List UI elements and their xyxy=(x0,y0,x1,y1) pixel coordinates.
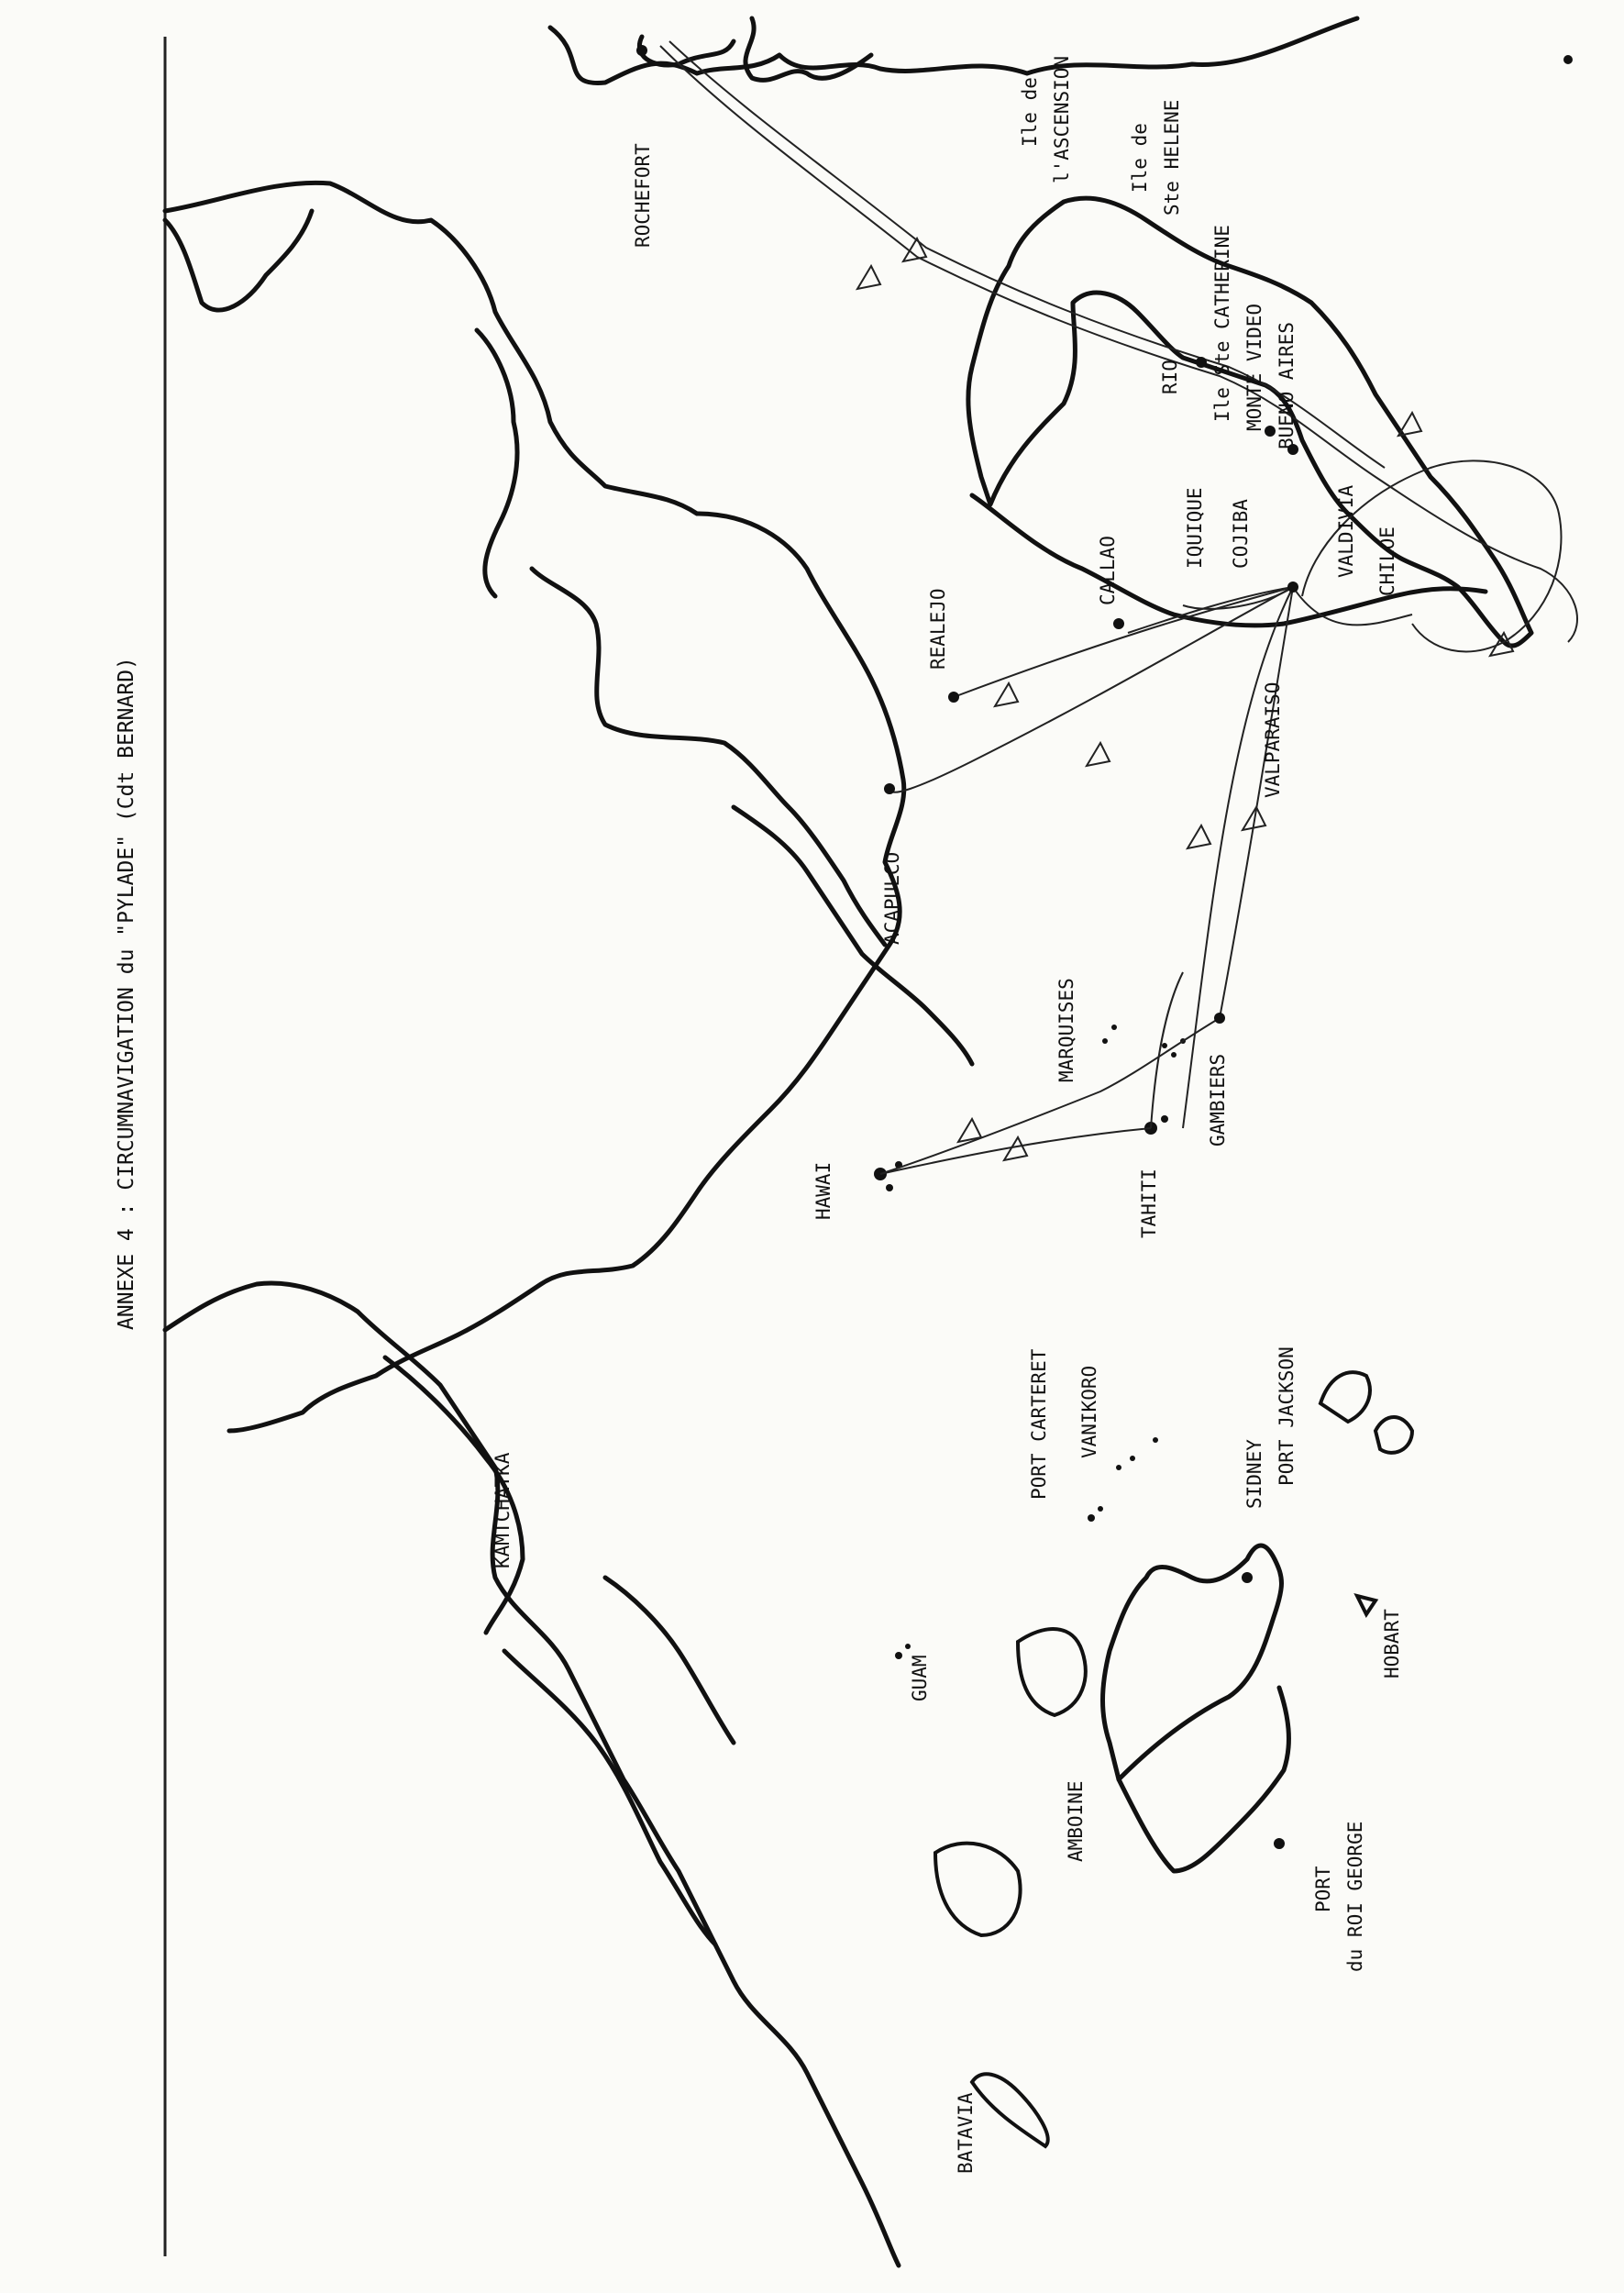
label-port-jackson: PORT JACKSON xyxy=(1276,1346,1298,1486)
coast-australia-west xyxy=(1119,1688,1288,1871)
label-valdivia: VALDIVIA xyxy=(1335,484,1357,578)
label-helene-2: Ste HELENE xyxy=(1161,99,1183,216)
label-hawai: HAWAI xyxy=(812,1161,834,1220)
label-catherine: Ile Ste CATHERINE xyxy=(1211,225,1233,422)
label-batavia: BATAVIA xyxy=(955,2092,977,2174)
coast-china xyxy=(504,1651,715,1944)
label-iquique: IQUIQUE xyxy=(1184,487,1206,569)
label-valparaiso: VALPARAISO xyxy=(1262,681,1284,798)
label-callao: CALLAO xyxy=(1097,536,1119,605)
coast-new-guinea xyxy=(1018,1629,1086,1715)
place-labels xyxy=(492,56,1403,2174)
coast-europe-africa xyxy=(550,18,1357,83)
coast-central-america xyxy=(734,807,972,1064)
label-cojiba: COJIBA xyxy=(1230,499,1252,569)
coast-new-zealand xyxy=(1320,1372,1412,1453)
coast-japan xyxy=(605,1578,734,1743)
coast-hudson xyxy=(477,330,517,596)
label-rochefort: ROCHEFORT xyxy=(632,143,654,248)
label-acapulco: ACAPULCO xyxy=(881,851,903,945)
map-title: ANNEXE 4 : CIRCUMNAVIGATION du "PYLADE" (Cdt BERNARD) xyxy=(115,657,138,1330)
label-guam: GUAM xyxy=(909,1655,931,1701)
coast-asia xyxy=(165,1283,899,2265)
label-ascension-1: Ile de xyxy=(1019,77,1041,147)
coast-borneo xyxy=(935,1844,1021,1935)
coast-iberia xyxy=(639,37,734,65)
label-rio: RIO xyxy=(1159,360,1181,394)
label-sidney: SIDNEY xyxy=(1243,1439,1265,1509)
coast-australia xyxy=(1103,1545,1282,1779)
label-port-roi-2: du ROI GEORGE xyxy=(1344,1821,1366,1972)
label-tahiti: TAHITI xyxy=(1138,1169,1160,1238)
coast-greenland xyxy=(165,211,312,310)
label-amboine: AMBOINE xyxy=(1065,1780,1087,1862)
label-vanikoro: VANIKORO xyxy=(1078,1365,1100,1458)
label-kamtchatka: KAMTCHATKA xyxy=(492,1452,514,1568)
label-hobart: HOBART xyxy=(1381,1609,1403,1678)
coast-gulf-mexico xyxy=(532,569,885,945)
label-helene-1: Ile de xyxy=(1129,123,1151,193)
label-realejo: REALEJO xyxy=(927,588,949,670)
coast-europe-north xyxy=(746,18,871,80)
label-port-carteret: PORT CARTERET xyxy=(1028,1348,1050,1500)
label-port-roi-1: PORT xyxy=(1312,1866,1334,1912)
coast-tasmania xyxy=(1357,1596,1375,1614)
label-bueno-aires: BUENO AIRES xyxy=(1276,321,1298,449)
coast-sumatra xyxy=(972,2074,1048,2146)
voyage-routes xyxy=(660,41,1577,1174)
label-marquises: MARQUISES xyxy=(1055,978,1077,1082)
coast-north-america xyxy=(165,183,904,1431)
label-gambiers: GAMBIERS xyxy=(1207,1053,1229,1146)
label-chiloe: CHILOE xyxy=(1376,526,1398,596)
label-montevideo: MONTE VIDEO xyxy=(1243,303,1265,431)
label-ascension-2: l'ASCENSION xyxy=(1051,55,1073,183)
